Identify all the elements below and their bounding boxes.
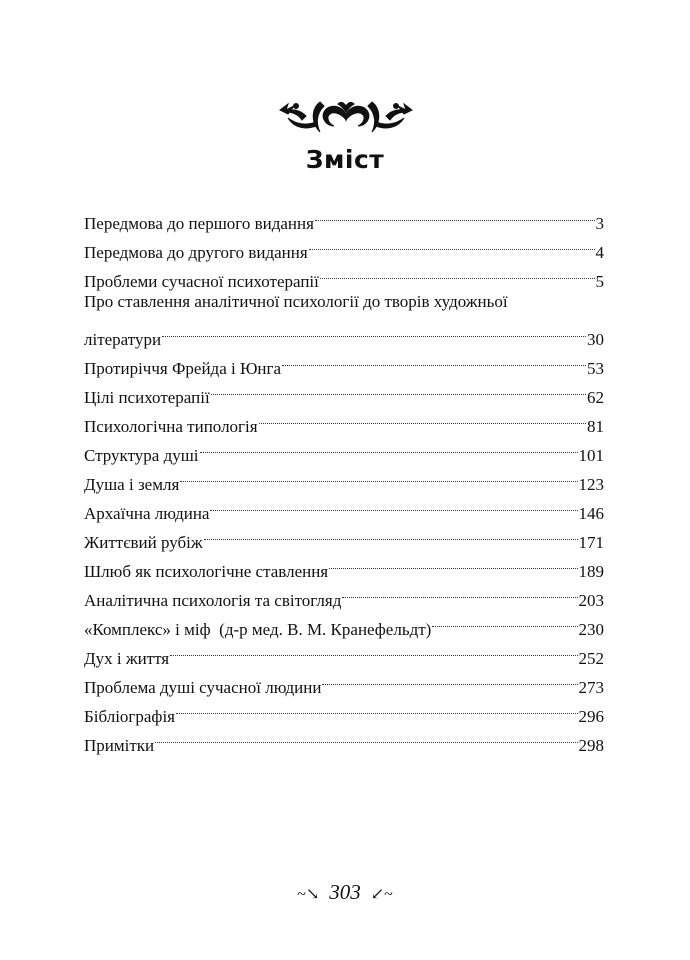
dot-leader: [200, 432, 578, 461]
toc-entry-page: 252: [578, 649, 604, 668]
toc-entry-label: Шлюб як психологічне ставлення: [84, 562, 329, 581]
toc-entry-label: Структура душі: [84, 446, 199, 465]
toc-entry-page: 203: [578, 591, 604, 610]
toc-entry-page: 81: [587, 417, 604, 436]
dot-leader: [282, 345, 586, 374]
toc-entry-label: Життєвий рубіж: [84, 533, 203, 552]
toc-entry-page: 189: [578, 562, 604, 581]
dot-leader: [211, 374, 586, 403]
page-title: Зміст: [305, 145, 385, 174]
dot-leader: [180, 461, 577, 490]
toc-entry-page: 3: [595, 214, 604, 233]
page-number-footer: [0, 880, 690, 905]
left-flourish-icon: ~↘: [297, 886, 320, 903]
toc-entry-label: Душа і земля: [84, 475, 180, 494]
toc-entry-page: 53: [587, 359, 604, 378]
toc-entry-page: 123: [578, 475, 604, 494]
dot-leader: [320, 258, 595, 287]
toc-entry-page: 101: [578, 446, 604, 465]
dot-leader: [162, 316, 586, 345]
toc-entry-page: 171: [578, 533, 604, 552]
toc-entry-page: 273: [578, 678, 604, 697]
dot-leader: [155, 722, 577, 751]
toc-entry-label: Про ставлення аналітичної психології до творів художньої: [84, 292, 508, 311]
toc-entry-label: Передмова до першого видання: [84, 214, 314, 233]
toc-entry-label: Передмова до другого видання: [84, 243, 308, 262]
dot-leader: [176, 693, 578, 722]
floral-ornament-icon: [276, 96, 416, 140]
dot-leader: [315, 200, 595, 229]
toc-entry-page: 230: [578, 620, 604, 639]
toc-entry-page: 296: [578, 707, 604, 726]
toc-entry-page: 298: [578, 736, 604, 755]
toc-entry-page: 30: [587, 330, 604, 349]
toc-entry-continuation[interactable]: [84, 316, 604, 349]
table-of-contents: [84, 200, 604, 755]
toc-entry-page: 4: [595, 243, 604, 262]
toc-entry-label: Проблема душі сучасної людини: [84, 678, 322, 697]
dot-leader: [342, 577, 577, 606]
toc-entry-label: Бібліографія: [84, 707, 175, 726]
toc-entry-page: 146: [578, 504, 604, 523]
toc-entry-label: Архаїчна людина: [84, 504, 210, 523]
toc-entry[interactable]: [84, 345, 604, 378]
dot-leader: [329, 548, 577, 577]
toc-entry-label: Психологічна типологія: [84, 417, 258, 436]
toc-entry-label-continuation: літератури: [84, 330, 162, 349]
toc-entry-page: 62: [587, 388, 604, 407]
dot-leader: [259, 403, 586, 432]
toc-entry[interactable]: [84, 722, 604, 755]
toc-entry-label: «Комплекс» і міф (д-р мед. В. М. Кранефельдт): [84, 620, 432, 639]
toc-entry-label: Примітки: [84, 736, 155, 755]
dot-leader: [210, 490, 577, 519]
dot-leader: [309, 229, 595, 258]
toc-entry[interactable]: [84, 200, 604, 233]
dot-leader: [322, 664, 577, 693]
toc-entry-label: Цілі психотерапії: [84, 388, 210, 407]
toc-entry-label: Проблеми сучасної психотерапії: [84, 272, 319, 291]
right-flourish-icon: ↙~: [370, 886, 393, 903]
toc-entry-label: Аналітична психологія та світогляд: [84, 591, 342, 610]
page-number: 303: [329, 880, 361, 904]
dot-leader: [170, 635, 577, 664]
toc-entry-label: Дух і життя: [84, 649, 170, 668]
dot-leader: [204, 519, 578, 548]
toc-entry-label: Протиріччя Фрейда і Юнга: [84, 359, 282, 378]
dot-leader: [432, 606, 577, 635]
toc-entry[interactable]: [84, 287, 604, 316]
toc-entry-page: 5: [595, 272, 604, 291]
